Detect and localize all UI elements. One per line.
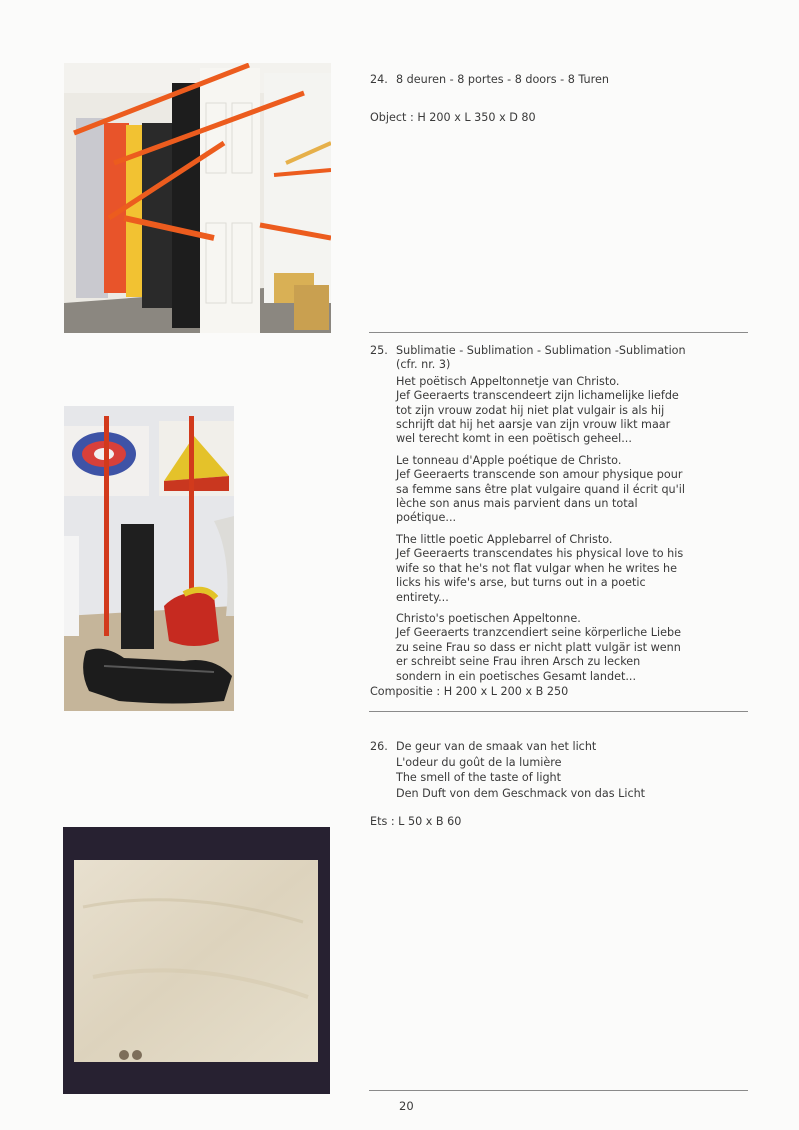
text-line: Jef Geeraerts transcende son amour physique pour: [396, 468, 683, 482]
entry-26-title-line: Den Duft von dem Geschmack von das Licht: [396, 786, 646, 800]
text-line: licks his wife's arse, but turns out in a poetic: [396, 576, 646, 590]
entry-26-title-line: The smell of the taste of light: [396, 771, 562, 784]
entry-26-title-sub: [396, 755, 750, 802]
text-line: sondern in ein poetisches Gesamt landet...: [396, 669, 637, 683]
entry-25-title-line: Sublimatie - Sublimation - Sublimation -Sublimation: [396, 344, 686, 357]
divider: [369, 1090, 748, 1091]
text-line: wel terecht komt in een poëtisch geheel...: [396, 432, 632, 446]
text-line: sa femme sans être plat vulgaire quand il écrit qu'il: [396, 482, 685, 496]
entry-26-number: 26.: [370, 740, 388, 753]
entry-25: [370, 344, 750, 691]
entry-26-title-line: L'odeur du goût de la lumière: [396, 755, 562, 769]
entry-24-title-line: 8 deuren - 8 portes - 8 doors - 8 Turen: [396, 73, 609, 86]
entry-25-title: [370, 344, 750, 358]
photo-8-doors: [64, 63, 331, 333]
divider: [369, 332, 748, 333]
text-line: poétique...: [396, 511, 457, 525]
entry-25-paragraph-fr: [396, 454, 750, 526]
photo-etching: [63, 827, 330, 1094]
text-line: Le tonneau d'Apple poétique de Christo.: [396, 453, 622, 467]
entry-25-number: 25.: [370, 344, 388, 357]
text-line: lèche son anus mais parvient dans un total: [396, 497, 638, 511]
entry-24: [370, 73, 750, 87]
text-line: schrijft dat hij het aarsje van zijn vrouw likt maar: [396, 418, 671, 432]
text-line: wife so that he's not flat vulgar when he writes he: [396, 561, 678, 575]
entry-26-dimensions: Ets : L 50 x B 60: [370, 815, 462, 828]
text-line: Jef Geeraerts tranzcendiert seine körperliche Liebe: [396, 626, 681, 640]
entry-25-title-line: (cfr. nr. 3): [396, 358, 451, 372]
text-line: Christo's poetischen Appeltonne.: [396, 611, 581, 625]
entry-26-title-line: De geur van de smaak van het licht: [396, 740, 597, 753]
page-number: 20: [399, 1099, 414, 1113]
text-line: The little poetic Applebarrel of Christo.: [396, 532, 613, 546]
entry-24-title: [370, 73, 750, 87]
entry-25-dimensions: Compositie : H 200 x L 200 x B 250: [370, 685, 569, 698]
text-line: tot zijn vrouw zodat hij niet plat vulgair is als hij: [396, 403, 665, 417]
text-line: Jef Geeraerts transcendates his physical love to his: [396, 547, 684, 561]
entry-24-number: 24.: [370, 73, 388, 86]
entry-25-title-sub: [396, 358, 750, 372]
divider: [369, 711, 748, 712]
entry-25-paragraph-nl: [396, 375, 750, 447]
entry-25-paragraph-en: [396, 533, 750, 605]
text-line: er schreibt seine Frau ihren Arsch zu lecken: [396, 655, 641, 669]
text-line: entirety...: [396, 590, 449, 604]
text-line: zu seine Frau so dass er nicht platt vulgär ist wenn: [396, 640, 681, 654]
entry-26: [370, 739, 750, 801]
text-line: Het poëtisch Appeltonnetje van Christo.: [396, 374, 620, 388]
entry-25-paragraph-de: [396, 612, 750, 684]
entry-24-dimensions: Object : H 200 x L 350 x D 80: [370, 111, 536, 124]
text-line: Jef Geeraerts transcendeert zijn lichamelijke liefde: [396, 389, 679, 403]
entry-26-title: [370, 739, 750, 755]
photo-sublimation: [64, 406, 234, 711]
